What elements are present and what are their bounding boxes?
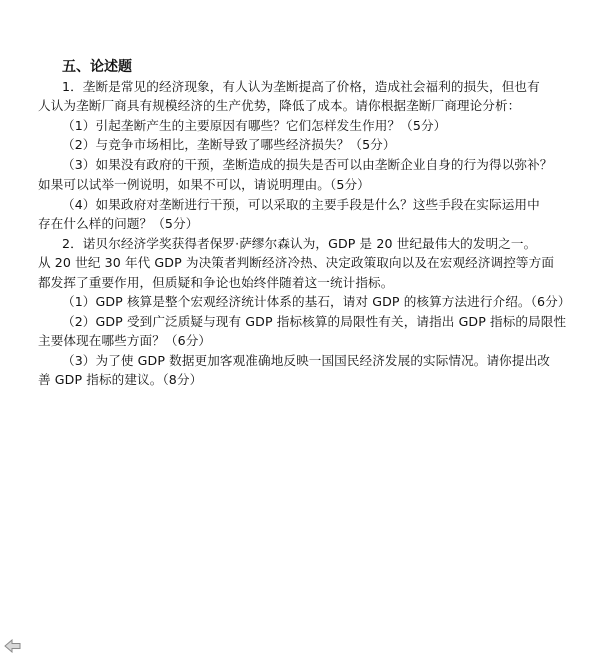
question-1-sub-4: （4）如果政府对垄断进行干预，可以采取的主要手段是什么？这些手段在实际运用中 [62, 197, 540, 212]
section-title: 五、论述题 [62, 59, 132, 75]
question-1-sub-1: （1）引起垄断产生的主要原因有哪些？它们怎样发生作用？（5分） [62, 118, 447, 133]
question-1-line-1: 1．垄断是常见的经济现象，有人认为垄断提高了价格，造成社会福利的损失，但也有 [62, 79, 540, 94]
question-2-sub-2-cont: 主要体现在哪些方面？（6分） [38, 333, 212, 348]
question-1-sub-4-cont: 存在什么样的问题？（5分） [38, 216, 199, 231]
question-2-line-2: 从 20 世纪 30 年代 GDP 为决策者判断经济冷热、决定政策取向以及在宏观经济调控等方面 [38, 255, 555, 270]
question-2-sub-3-cont: 善 GDP 指标的建议。（8分） [38, 372, 203, 387]
question-2-line-1: 2．诺贝尔经济学奖获得者保罗·萨缪尔森认为，GDP 是 20 世纪最伟大的发明之一。 [62, 236, 537, 251]
question-1-line-2: 人认为垄断厂商具有规模经济的生产优势，降低了成本。请你根据垄断厂商理论分析： [38, 98, 521, 113]
question-2-sub-3: （3）为了使 GDP 数据更加客观准确地反映一国国民经济发展的实际情况。请你提出改 [62, 353, 550, 368]
question-1-sub-2: （2）与竞争市场相比，垄断导致了哪些经济损失？（5分） [62, 137, 396, 152]
question-2-line-3: 都发挥了重要作用，但质疑和争论也始终伴随着这一统计指标。 [38, 275, 394, 290]
question-2-sub-1: （1）GDP 核算是整个宏观经济统计体系的基石，请对 GDP 的核算方法进行介绍。（6分） [62, 294, 571, 309]
question-1-sub-3-cont: 如果可以试举一例说明，如果不可以，请说明理由。（5分） [38, 177, 370, 192]
question-1-sub-3: （3）如果没有政府的干预，垄断造成的损失是否可以由垄断企业自身的行为得以弥补？ [62, 157, 553, 172]
question-2-sub-2: （2）GDP 受到广泛质疑与现有 GDP 指标核算的局限性有关，请指出 GDP 指标的局限性 [62, 314, 567, 329]
back-arrow-icon[interactable] [4, 638, 22, 652]
